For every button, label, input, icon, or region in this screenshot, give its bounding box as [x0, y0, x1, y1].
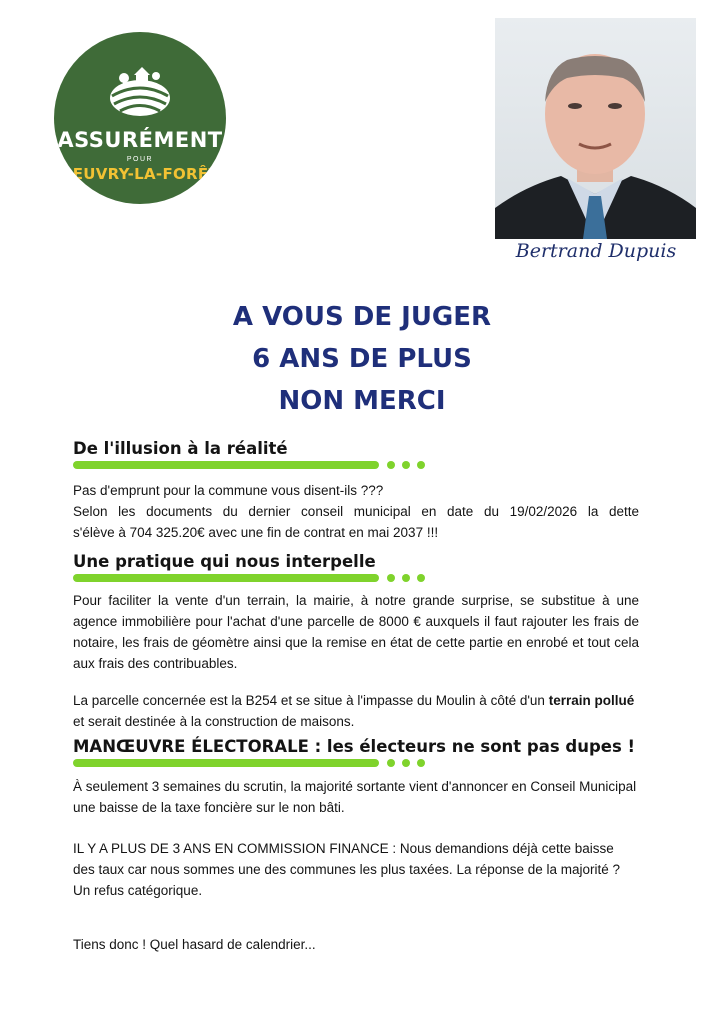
debt-line-2: Selon les documents du dernier conseil municipal en date du 19/02/2026 la dette — [73, 504, 639, 519]
section-underline — [73, 461, 425, 469]
farm-fields-icon — [106, 58, 174, 120]
section-title-pratique: Une pratique qui nous interpelle — [73, 552, 376, 571]
polluted-land-emphasis: terrain pollué — [548, 693, 635, 708]
candidate-photo — [495, 18, 696, 239]
section-title-illusion: De l'illusion à la réalité — [73, 439, 288, 458]
headline-line-2: 6 ANS DE PLUS — [252, 344, 472, 374]
campaign-logo — [54, 32, 226, 204]
candidate-signature: Bertrand Dupuis — [515, 240, 677, 262]
finance-commission-paragraph — [73, 838, 639, 901]
refusal-text: Un refus catégorique. — [73, 883, 203, 898]
finance-commission-text: IL Y A PLUS DE 3 ANS EN COMMISSION FINANCE : Nous demandions déjà cette baisse des taux car nous sommes une des communes les plus taxées. La réponse de la majorité ? — [73, 841, 621, 877]
closing-remark: Tiens donc ! Quel hasard de calendrier... — [73, 937, 316, 952]
section-underline — [73, 759, 425, 767]
logo-town: BEUVRY-LA-FORÊT — [60, 165, 219, 183]
land-sale-paragraph: Pour faciliter la vente d'un terrain, la mairie, à notre grande surprise, se substitue à une agence immobilière pour l'achat d'une parcelle de 8000 € auxquels il faut rajouter les frais de notaire, les frais de géomètre ainsi que la remise en état de cette partie en enrobé et tout cela aux frais des contribuables. — [73, 593, 639, 671]
headline-line-3: NON MERCI — [278, 386, 446, 416]
debt-line-1: Pas d'emprunt pour la commune vous disent-ils ??? — [73, 483, 384, 498]
section-title-manoeuvre: MANŒUVRE ÉLECTORALE : les électeurs ne sont pas dupes ! — [73, 737, 636, 756]
parcel-text-start: La parcelle concernée est la B254 et se situe à l'impasse du Moulin à côté d'un — [73, 693, 549, 708]
debt-line-3: s'élève à 704 325.20€ avec une fin de contrat en mai 2037 !!! — [73, 525, 439, 540]
tax-cut-paragraph: À seulement 3 semaines du scrutin, la majorité sortante vient d'annoncer en Conseil Municipal une baisse de la taxe foncière sur le non bâti. — [73, 779, 637, 815]
parcel-text-end: et serait destinée à la construction de maisons. — [73, 714, 355, 729]
parcel-paragraph — [73, 690, 639, 732]
headline — [0, 296, 724, 422]
logo-pour: POUR — [126, 156, 154, 163]
logo-name: ASSURÉMENT — [57, 128, 223, 152]
headline-line-1: A VOUS DE JUGER — [232, 302, 492, 332]
section-underline — [73, 574, 425, 582]
section-1-body — [73, 480, 639, 543]
